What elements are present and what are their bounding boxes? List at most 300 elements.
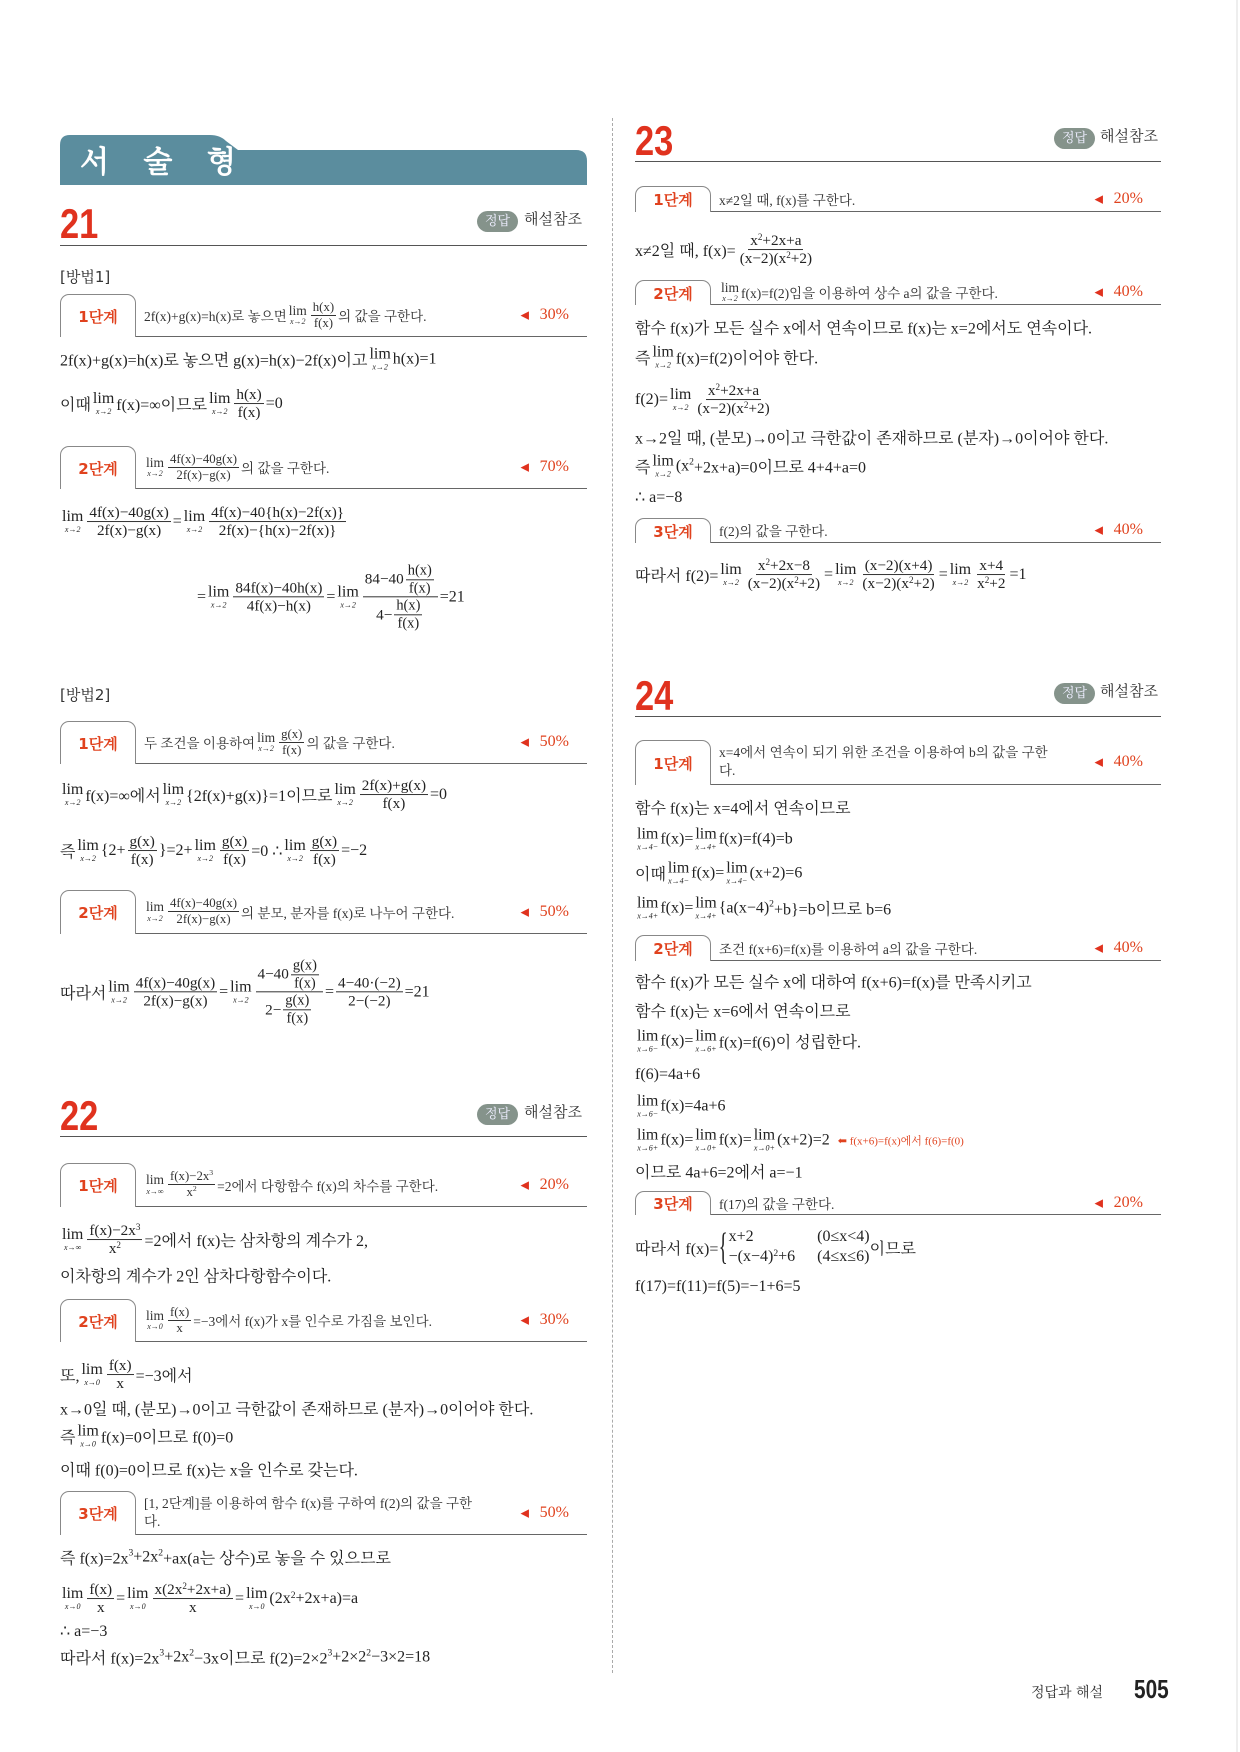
expression-group — [144, 727, 395, 758]
step-description — [719, 518, 828, 542]
limit-expression — [246, 1587, 267, 1612]
expression-group — [60, 1264, 331, 1287]
expression-group — [60, 777, 447, 813]
numerator — [153, 1581, 234, 1599]
fraction — [209, 504, 346, 540]
numerator — [168, 896, 239, 912]
lim-word: lim — [246, 1585, 268, 1603]
math-text: x — [186, 1185, 193, 1199]
math-text: x — [176, 1320, 183, 1335]
method-label: [방법2] — [60, 686, 111, 704]
step-description — [719, 186, 855, 211]
math-text: x — [108, 1240, 117, 1258]
lim-subscript: x→2 — [722, 294, 738, 304]
expression-group — [60, 1646, 430, 1669]
numerator — [168, 452, 239, 468]
lim-subscript: x→4+ — [695, 911, 717, 921]
fraction — [311, 300, 336, 331]
expression-group — [635, 1128, 964, 1153]
denominator — [746, 576, 822, 593]
page-edge — [1236, 0, 1238, 1752]
step-box — [635, 740, 1161, 785]
math-text: x→0일 때, (분모)→0이고 극한값이 존재하므로 (분자)→0이어야 한다. — [60, 1401, 534, 1419]
math-text: x — [116, 1375, 124, 1393]
denominator — [396, 615, 422, 632]
math-text: 함수 f(x)가 모든 실수 x에 대하여 f(x+6)=f(x)를 만족시키고 — [635, 974, 1032, 992]
denominator — [174, 912, 232, 927]
math-text: x — [977, 575, 985, 593]
math-text: +2x−8 — [770, 557, 810, 575]
math-text: = — [219, 983, 229, 1000]
expression-group — [635, 1066, 700, 1084]
cases-cell — [817, 1228, 869, 1246]
limit-expression — [284, 839, 305, 864]
expression-group — [635, 861, 802, 886]
superscript: 2 — [189, 1647, 195, 1659]
denominator — [129, 852, 156, 869]
lim-subscript: x→2 — [289, 317, 306, 327]
superscript: 2 — [908, 575, 914, 586]
denominator — [738, 251, 814, 268]
math-text: h(x) — [236, 386, 262, 404]
limit-expression — [163, 783, 184, 808]
lim-subscript: x→0 — [84, 1378, 100, 1388]
expression-group — [719, 189, 855, 209]
math-text: x — [96, 1599, 105, 1617]
math-text: 따라서 f(x)=2x — [60, 1650, 160, 1668]
lim-word: lim — [209, 390, 231, 408]
question-rule — [60, 245, 587, 246]
denominator — [975, 576, 1007, 593]
limit-expression — [695, 896, 716, 921]
denominator — [245, 598, 313, 615]
math-text: f(x)= — [660, 899, 694, 916]
math-text: +2x — [164, 1648, 190, 1665]
math-text: f(x) — [286, 1010, 309, 1027]
numerator — [311, 300, 336, 316]
expression-group — [635, 557, 1026, 593]
solution-line — [635, 382, 774, 418]
limit-expression — [62, 1228, 83, 1253]
math-text: (x−2)(x — [747, 575, 795, 593]
lim-word: lim — [637, 825, 659, 843]
expression-group — [719, 281, 998, 304]
lim-subscript: x→6− — [637, 1044, 659, 1054]
limit-expression — [62, 1587, 83, 1612]
step-description — [144, 1163, 438, 1206]
math-text: 따라서 f(x)= — [635, 1240, 719, 1258]
limit-expression — [146, 1309, 164, 1332]
expression-group — [750, 232, 801, 249]
math-text: f(x) — [170, 1304, 190, 1319]
question-number-24: 24 — [635, 672, 674, 719]
lim-subscript: x→4+ — [637, 911, 659, 921]
score-percent: 30% — [539, 1311, 569, 1328]
expression-group — [719, 1193, 834, 1213]
lim-subscript: x→2 — [147, 913, 163, 923]
answer-badge: 정답 — [477, 1104, 518, 1125]
solution-line — [60, 1264, 331, 1287]
expression-group — [60, 386, 283, 422]
lim-subscript: x→2 — [64, 525, 81, 535]
lim-word: lim — [337, 583, 359, 601]
expression-group — [60, 833, 367, 869]
lim-word: lim — [162, 781, 185, 799]
math-text: 함수 f(x)는 x=6에서 연속이므로 — [635, 1003, 851, 1021]
lim-subscript: x→2 — [258, 744, 274, 754]
expression-group — [365, 562, 436, 596]
expression-group — [697, 401, 769, 418]
math-text: 4f(x)−40g(x) — [170, 896, 238, 911]
superscript: 2 — [794, 575, 799, 586]
answer-badge: 정답 — [1054, 683, 1095, 704]
solution-line — [635, 970, 1032, 993]
numerator — [256, 957, 323, 992]
denominator — [284, 1010, 310, 1027]
math-text: f(x) — [313, 315, 334, 330]
math-text: (x+2)=2 — [777, 1131, 830, 1148]
expression-group — [635, 1029, 861, 1054]
limit-expression — [950, 563, 971, 588]
superscript: 3 — [135, 1221, 141, 1232]
denominator — [374, 598, 426, 632]
score-percent: 40% — [1113, 283, 1143, 300]
solution-line — [60, 833, 367, 869]
step-box — [635, 280, 1161, 305]
numerator — [87, 1581, 114, 1599]
math-text: 이때 f(0)=0이므로 f(x)는 x을 인수로 갖는다. — [60, 1462, 358, 1480]
numerator — [310, 833, 339, 851]
superscript: 2 — [158, 1547, 164, 1559]
solution-line — [635, 1128, 964, 1153]
denominator — [311, 852, 338, 869]
limit-expression — [334, 783, 355, 808]
question-number-22: 22 — [60, 1092, 99, 1139]
solution-line — [635, 557, 1026, 593]
math-text: f(x)−2x — [170, 1169, 210, 1184]
expression-group — [144, 1169, 438, 1200]
math-text: (4≤x≤6) — [817, 1248, 870, 1265]
math-text: =0 — [265, 395, 283, 412]
math-text: 이차항의 계수가 2인 삼차다항함수이다. — [60, 1268, 332, 1286]
math-text: 이때 — [635, 866, 666, 884]
step-label: 2단계 — [635, 935, 711, 961]
fraction — [234, 386, 263, 422]
expression-group — [635, 454, 866, 479]
math-text: h(x) — [407, 562, 432, 579]
score-percent: 20% — [1113, 1193, 1143, 1211]
math-text: x(2x — [154, 1581, 183, 1599]
page-number: 505 — [1134, 1674, 1169, 1704]
expression-group — [719, 520, 828, 540]
lim-subscript: x→4− — [668, 876, 690, 886]
numerator — [291, 957, 319, 975]
math-text: 2−(−2) — [348, 992, 391, 1010]
math-text: [1, 2단계]를 이용하여 함수 f(x)를 구하여 f(2)의 값을 구한다. — [144, 1495, 473, 1529]
math-text: 2f(x)+g(x)=h(x)로 놓으면 g(x)=h(x)−2f(x)이고 — [60, 352, 368, 370]
numerator — [87, 504, 170, 522]
math-text: 함수 f(x)는 x=4에서 연속이므로 — [635, 800, 851, 818]
solution-line — [60, 777, 447, 813]
fraction — [153, 1581, 234, 1617]
math-text: =−3에서 — [135, 1368, 193, 1386]
math-text: x=4에서 연속이 되기 위한 조건을 이용하여 b의 값을 구한다. — [719, 745, 1048, 778]
fraction — [107, 1357, 134, 1393]
expression-group — [635, 1228, 916, 1266]
math-text: +2x+a — [720, 382, 760, 400]
expression-group — [60, 347, 436, 372]
lim-subscript: x→2 — [287, 854, 303, 864]
fraction — [310, 833, 339, 869]
numerator — [234, 386, 263, 404]
math-text: g(x) — [221, 833, 248, 851]
step-label: 1단계 — [635, 186, 711, 212]
step-box — [635, 518, 1161, 543]
lim-subscript: x→2 — [372, 362, 388, 372]
lim-word: lim — [637, 1027, 659, 1045]
denominator — [174, 468, 232, 483]
solution-line — [60, 504, 348, 540]
lim-word: lim — [949, 561, 972, 579]
numerator — [134, 974, 217, 992]
math-text: x — [750, 232, 758, 250]
limit-expression — [208, 585, 229, 610]
math-text: 4f(x)−40{h(x)−2f(x)} — [211, 504, 345, 522]
superscript: 2 — [757, 231, 763, 242]
lim-word: lim — [369, 345, 391, 363]
math-text: ∴ a=−3 — [60, 1623, 108, 1640]
step-description — [144, 446, 329, 488]
math-text: f(2)의 값을 구한다. — [719, 524, 828, 539]
expression-group — [186, 1185, 196, 1200]
math-text: x≠2일 때, f(x)를 구한다. — [719, 192, 856, 208]
math-text: f(x) — [237, 404, 261, 422]
limit-expression — [720, 563, 741, 588]
expression-group — [144, 1305, 432, 1336]
math-text: 즉 — [60, 1429, 76, 1447]
limit-expression — [652, 345, 673, 370]
lim-word: lim — [695, 825, 717, 843]
step-label: 2단계 — [60, 890, 136, 934]
math-text: f(x)−2x — [89, 1222, 136, 1240]
limit-expression — [77, 839, 98, 864]
math-text: f(x) — [108, 1357, 132, 1375]
cases-cell — [817, 1248, 869, 1266]
superscript: 2 — [786, 250, 791, 261]
superscript: 3 — [327, 1647, 333, 1659]
score-arrow-icon: ◀ — [1094, 756, 1103, 769]
expression-group — [635, 896, 891, 921]
math-text: (x−2)(x — [697, 400, 744, 418]
lim-word: lim — [667, 859, 690, 877]
lim-subscript: x→2 — [655, 469, 671, 479]
math-text: f(x) — [313, 851, 336, 869]
lim-word: lim — [108, 978, 130, 996]
lim-word: lim — [835, 561, 857, 579]
solution-line — [635, 1228, 916, 1266]
step-box — [60, 446, 587, 489]
fraction — [128, 833, 157, 869]
lim-word: lim — [637, 1092, 659, 1110]
expression-group — [635, 796, 851, 819]
solution-line — [60, 957, 430, 1026]
numerator — [233, 579, 324, 597]
limit-expression — [754, 1128, 775, 1153]
expression-group — [635, 1278, 801, 1296]
score-percent: 40% — [1113, 938, 1143, 956]
lim-word: lim — [62, 508, 84, 526]
math-text: g(x) — [285, 992, 310, 1009]
math-text: +2) — [798, 575, 821, 593]
limit-expression — [337, 585, 358, 610]
question-number-21: 21 — [60, 200, 99, 247]
expression-group — [635, 426, 1108, 449]
denominator — [114, 1376, 126, 1393]
denominator — [95, 1600, 107, 1617]
lim-word: lim — [257, 729, 276, 745]
numerator — [168, 1169, 215, 1185]
step-label: 3단계 — [635, 518, 711, 543]
step-label: 1단계 — [60, 1163, 136, 1207]
solution-line — [60, 347, 436, 372]
math-text: +2x+a)=a — [295, 1590, 359, 1607]
expression-group — [708, 382, 759, 399]
math-text: 의 값을 구한다. — [306, 736, 395, 751]
superscript: 2 — [290, 1589, 296, 1601]
superscript: 2 — [116, 1240, 121, 1251]
lim-word: lim — [146, 899, 165, 915]
fraction — [360, 777, 428, 813]
lim-subscript: x→2 — [233, 995, 249, 1005]
math-text: +2x+a) — [186, 1581, 232, 1599]
math-text: +2) — [748, 400, 770, 418]
answer-text: 해설참조 — [1100, 682, 1158, 700]
lim-subscript: x→0 — [147, 1322, 163, 1332]
denominator — [381, 796, 408, 813]
math-text: f(x)=f(2)임을 이용하여 상수 a의 값을 구한다. — [741, 286, 998, 301]
math-text: f(x) — [130, 851, 154, 869]
score-arrow-icon: ◀ — [1094, 1197, 1103, 1209]
fraction — [695, 382, 771, 418]
answer-text: 해설참조 — [524, 210, 582, 228]
step-description — [144, 1299, 432, 1341]
math-text: 4− — [376, 605, 393, 623]
lim-subscript: x→2 — [95, 407, 112, 417]
solution-line — [635, 861, 802, 886]
fraction — [168, 1169, 215, 1200]
lim-word: lim — [652, 343, 674, 361]
lim-subscript: x→2 — [80, 854, 96, 864]
math-text: f(x)= — [660, 830, 694, 847]
math-text: 또, — [60, 1368, 80, 1386]
expression-group — [719, 938, 977, 958]
solution-line — [635, 345, 818, 370]
score-percent: 40% — [1113, 753, 1143, 770]
expression-group — [60, 1397, 533, 1420]
math-text: +b}=b이므로 b=6 — [773, 901, 892, 919]
math-text: f(x) — [397, 615, 420, 632]
math-text: 2− — [265, 1000, 282, 1018]
math-text: (x−2)(x — [862, 575, 909, 593]
math-text: f(x) — [408, 579, 431, 596]
score-percent: 20% — [1113, 189, 1143, 207]
lim-word: lim — [695, 1126, 717, 1144]
math-text: h(x) — [396, 597, 421, 614]
math-text: 4f(x)−h(x) — [246, 597, 311, 615]
solution-line — [60, 1621, 107, 1641]
math-text: = — [197, 588, 207, 605]
step-description — [719, 935, 977, 960]
limit-expression — [146, 1173, 164, 1196]
math-text: +2x+a — [762, 232, 802, 250]
numerator — [706, 382, 761, 400]
math-text: {2+ — [100, 842, 126, 859]
expression-group — [740, 251, 812, 268]
denominator — [184, 1185, 198, 1200]
lim-subscript: x→0 — [64, 1602, 81, 1612]
fraction — [87, 1222, 142, 1258]
score-arrow-icon: ◀ — [1094, 286, 1103, 299]
solution-line — [635, 487, 682, 507]
answer-badge: 정답 — [1054, 128, 1095, 149]
expression-group — [144, 452, 329, 483]
solution-line — [197, 562, 465, 631]
superscript: 3 — [159, 1647, 165, 1659]
numerator — [209, 504, 346, 522]
answer-badge: 정답 — [477, 211, 518, 232]
numerator — [168, 1305, 191, 1321]
solution-line — [60, 1458, 358, 1481]
denominator — [312, 316, 335, 331]
math-text: 이므로 4a+6=2에서 a=−1 — [635, 1164, 803, 1182]
math-text: x→2일 때, (분모)→0이고 극한값이 존재하므로 (분자)→0이어야 한다. — [635, 430, 1109, 448]
step-label: 2단계 — [60, 1299, 136, 1342]
score-percent: 50% — [539, 1503, 569, 1521]
math-text: f(x)=4a+6 — [660, 1097, 726, 1114]
superscript: 2 — [715, 381, 721, 392]
lim-word: lim — [183, 508, 206, 526]
math-text: g(x) — [292, 957, 317, 974]
math-text: g(x) — [129, 833, 155, 851]
limit-expression — [637, 827, 658, 852]
lim-word: lim — [146, 454, 165, 470]
math-text: f(x)=∞이므로 — [116, 397, 208, 415]
lim-subscript: x→2 — [165, 798, 182, 808]
lim-subscript: x→2 — [186, 525, 203, 535]
fraction — [738, 232, 814, 268]
numerator — [360, 777, 428, 795]
limit-expression — [81, 1363, 102, 1388]
limit-expression — [62, 783, 83, 808]
math-text: 84−40 — [364, 570, 404, 588]
math-text: +ax(a는 상수)로 놓을 수 있으므로 — [163, 1550, 391, 1568]
lim-word: lim — [284, 837, 306, 855]
denominator — [187, 1600, 199, 1617]
lim-subscript: x→6− — [637, 1109, 659, 1119]
fraction — [283, 993, 311, 1027]
limit-expression — [726, 861, 747, 886]
solution-line — [635, 1094, 725, 1119]
lim-subscript: x→∞ — [146, 1186, 164, 1196]
lim-word: lim — [720, 561, 742, 579]
denominator — [141, 993, 209, 1010]
numerator — [87, 1222, 142, 1240]
solution-line — [635, 1066, 700, 1084]
math-text: h(x) — [312, 299, 335, 314]
numerator — [279, 727, 304, 743]
superscript: 2 — [743, 400, 749, 411]
lim-subscript: x→2 — [837, 578, 854, 588]
